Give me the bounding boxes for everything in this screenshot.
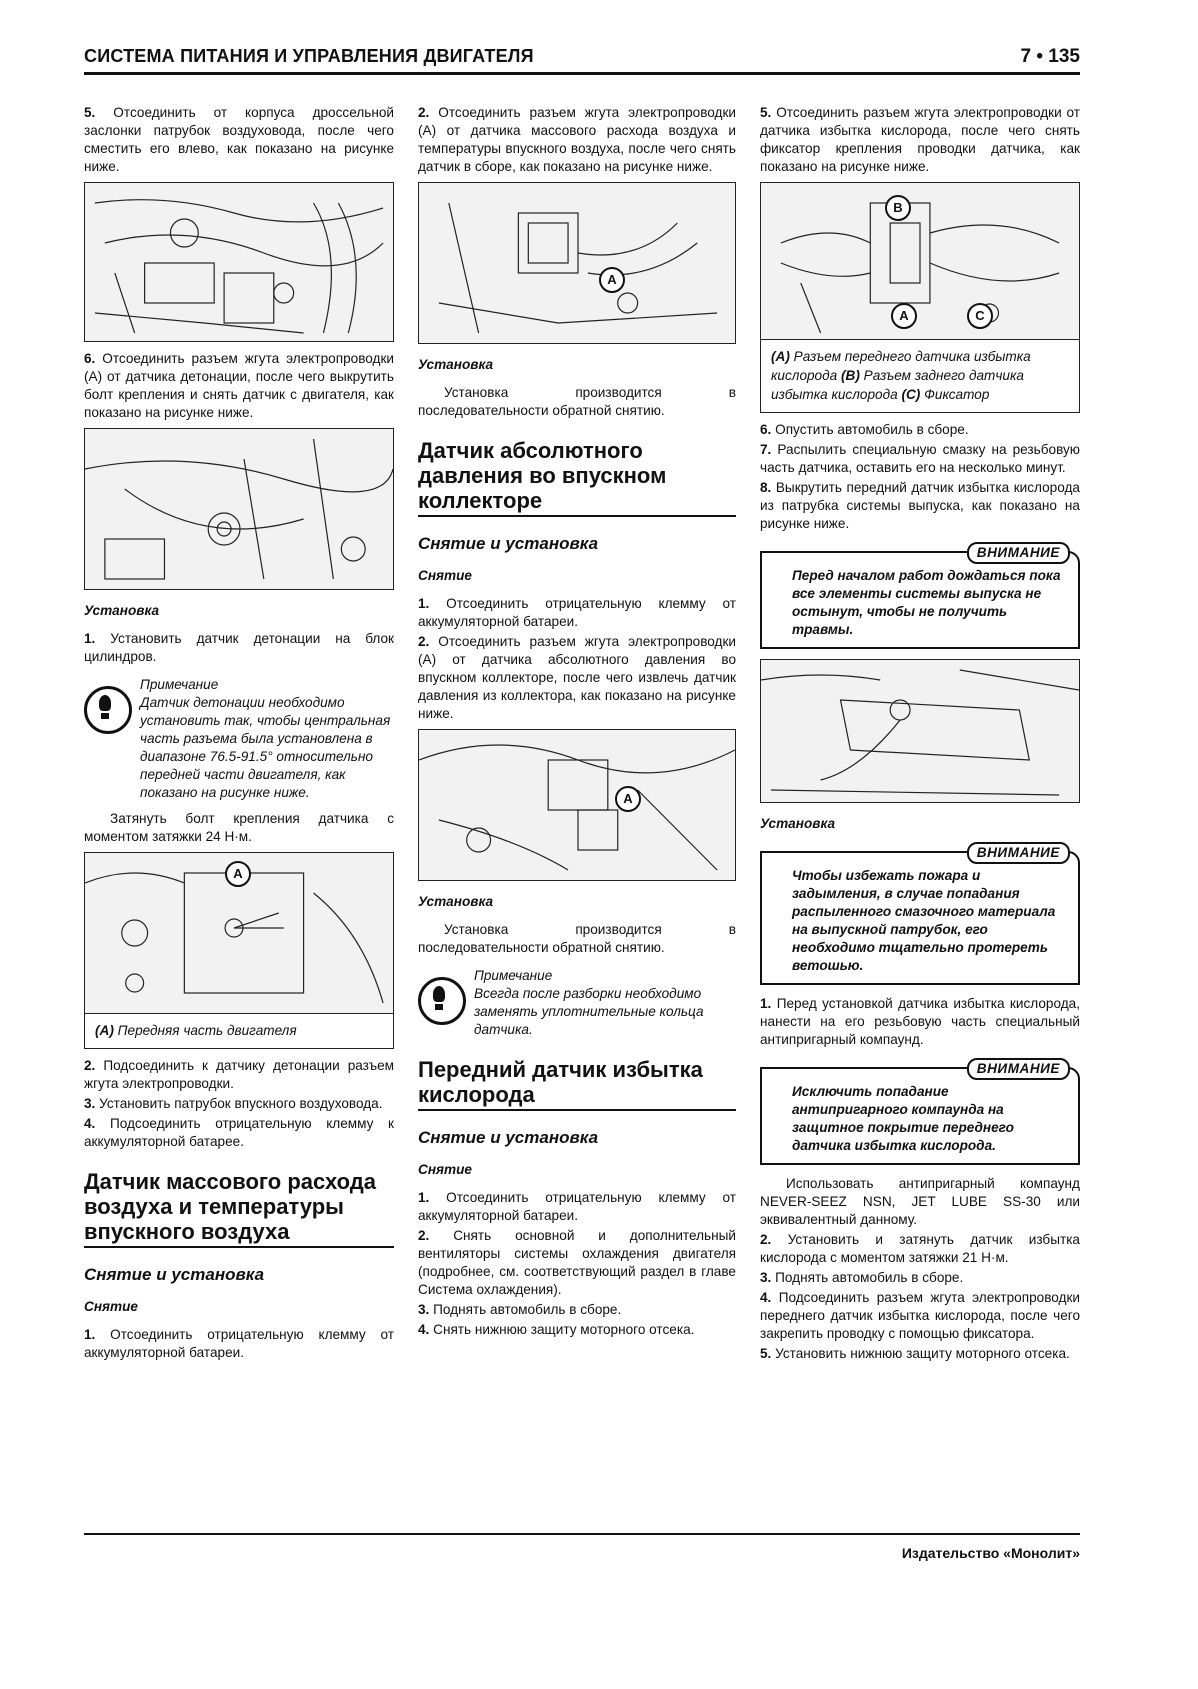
- section-heading-o2: Передний датчик избытка кислорода: [418, 1057, 736, 1111]
- step-paragraph: 3. Установить патрубок впускного воздуховода.: [84, 1096, 383, 1111]
- step-paragraph: 6. Опустить автомобиль в сборе.: [760, 422, 969, 437]
- page-number: 7 • 135: [1020, 46, 1080, 67]
- step-paragraph: 4. Подсоединить отрицательную клемму к аккумуляторной батарее.: [84, 1116, 394, 1149]
- callout-a-label: A: [615, 786, 641, 812]
- install-heading: Установка: [418, 894, 494, 909]
- engine-figure-maf: [418, 182, 736, 344]
- compound-text: Использовать антипригарный компаунд NEVER-SEEZ NSN, JET LUBE SS-30 или эквивалентный данному.: [760, 1176, 1080, 1227]
- step-paragraph: 2. Отсоединить разъем жгута электропроводки (А) от датчика массового расхода воздуха и температуры впускного воздуха, после чего снять датчик в сборе, как показано на рисунке ниже.: [418, 105, 736, 174]
- step-paragraph: 2. Отсоединить разъем жгута электропроводки (А) от датчика абсолютного давления во впускном коллекторе, после чего извлечь датчик давления из коллектора, как показано на рисунке ниже.: [418, 634, 736, 721]
- warning-text: Исключить попадание антипригарного компаунда на защитное покрытие переднего датчика избытка кислорода.: [792, 1084, 1014, 1153]
- publisher-footer: Издательство «Монолит»: [901, 1545, 1080, 1561]
- figure-caption: (А) Разъем переднего датчика избытка кислорода (В) Разъем заднего датчика избытка кислорода (С) Фиксатор: [760, 339, 1080, 413]
- warning-tag: ВНИМАНИЕ: [967, 542, 1070, 564]
- warning-box: [760, 1061, 1080, 1165]
- subsection-heading: Снятие и установка: [418, 534, 599, 553]
- removal-heading: Снятие: [84, 1299, 138, 1314]
- engine-figure-knock-angle: [84, 852, 394, 1014]
- warning-tag: ВНИМАНИЕ: [967, 842, 1070, 864]
- section-title: СИСТЕМА ПИТАНИЯ И УПРАВЛЕНИЯ ДВИГАТЕЛЯ: [84, 46, 534, 66]
- step-paragraph: 4. Подсоединить разъем жгута электропроводки переднего датчик избытка кислорода, после чего закрепить проводку с помощью фиксатора.: [760, 1290, 1080, 1341]
- warning-text: Перед началом работ дождаться пока все элементы системы выпуска не остынут, чтобы не получить травмы.: [792, 568, 1061, 637]
- install-text: Установка производится в последовательности обратной снятию.: [418, 922, 736, 955]
- install-heading: Установка: [418, 357, 494, 372]
- warning-text: Чтобы избежать пожара и задымления, в случае попадания распыленного смазочного материала на выпускной патрубок, его необходимо тщательно протереть ветошью.: [792, 868, 1056, 973]
- step-paragraph: 2. Подсоединить к датчику детонации разъем жгута электропроводки.: [84, 1058, 395, 1091]
- column-middle: [418, 104, 736, 1341]
- step-paragraph: 8. Выкрутить передний датчик избытка кислорода из патрубка системы выпуска, как показано на рисунке ниже.: [760, 480, 1080, 531]
- step-paragraph: 5. Отсоединить разъем жгута электропроводки от датчика избытка кислорода, после чего снять фиксатор крепления проводки датчика, как показано на рисунке ниже.: [760, 105, 1081, 174]
- engine-figure-intake: [84, 182, 394, 342]
- install-heading: Установка: [760, 816, 836, 831]
- engine-figure-o2-exhaust: [760, 659, 1080, 803]
- step-paragraph: 1. Перед установкой датчика избытка кислорода, нанести на его резьбовую часть специальный антипригарный компаунд.: [760, 996, 1080, 1047]
- section-heading-map: Датчик абсолютного давления во впускном коллекторе: [418, 438, 736, 517]
- footer-rule: [84, 1533, 1080, 1535]
- subsection-heading: Снятие и установка: [84, 1265, 265, 1284]
- header-rule: [84, 72, 1080, 75]
- step-paragraph: 1. Установить датчик детонации на блок цилиндров.: [84, 631, 395, 664]
- step-paragraph: 7. Распылить специальную смазку на резьбовую часть датчика, оставить его на несколько минут.: [760, 442, 1080, 475]
- callout-a-label: A: [599, 267, 625, 293]
- note-heading: Примечание: [140, 677, 219, 692]
- install-heading: Установка: [84, 603, 160, 618]
- note-block: [84, 676, 394, 802]
- engine-figure-knock-sensor: [84, 428, 394, 590]
- note-block: [418, 967, 736, 1039]
- note-text: Датчик детонации необходимо установить так, чтобы центральная часть разъема была установлена в диапазоне 76.5-91.5° относительно передней части двигателя, как показано на рисунке ниже.: [140, 695, 391, 800]
- step-paragraph: 5. Установить нижнюю защиту моторного отсека.: [760, 1346, 1070, 1361]
- removal-heading: Снятие: [418, 568, 472, 583]
- column-right: [760, 104, 1080, 1365]
- step-paragraph: 1. Отсоединить отрицательную клемму от аккумуляторной батареи.: [84, 1327, 394, 1360]
- section-heading-maf: Датчик массового расхода воздуха и температуры впускного воздуха: [84, 1169, 394, 1248]
- callout-b-label: B: [885, 195, 911, 221]
- callout-a-label: A: [225, 861, 251, 887]
- warning-box: [760, 845, 1080, 985]
- note-heading: Примечание: [474, 968, 553, 983]
- callout-a-label: A: [891, 303, 917, 329]
- step-paragraph: 5. Отсоединить от корпуса дроссельной заслонки патрубок воздуховода, после чего сместить его влево, как показано на рисунке ниже.: [84, 105, 394, 174]
- callout-c-label: C: [967, 303, 993, 329]
- step-paragraph: 1. Отсоединить отрицательную клемму от аккумуляторной батареи.: [418, 596, 736, 629]
- column-left: [84, 104, 394, 1364]
- step-paragraph: 2. Снять основной и дополнительный вентиляторы системы охлаждения двигателя (подробнее, см. соответствующий раздел в главе Система охлаждения).: [418, 1228, 736, 1297]
- step-paragraph: 6. Отсоединить разъем жгута электропроводки (А) от датчика детонации, после чего выкрутить болт крепления и снять датчик с двигателя, как показано на рисунке ниже.: [84, 351, 394, 420]
- engine-figure-o2-connectors: [760, 182, 1080, 340]
- warning-tag: ВНИМАНИЕ: [967, 1058, 1070, 1080]
- install-text: Установка производится в последовательности обратной снятию.: [418, 385, 736, 418]
- torque-text: Затянуть болт крепления датчика с моментом затяжки 24 Н·м.: [84, 811, 394, 844]
- figure-caption: (А) Передняя часть двигателя: [84, 1013, 394, 1049]
- lightbulb-icon: [418, 977, 466, 1025]
- step-paragraph: 1. Отсоединить отрицательную клемму от аккумуляторной батареи.: [418, 1190, 736, 1223]
- step-paragraph: 3. Поднять автомобиль в сборе.: [418, 1302, 622, 1317]
- subsection-heading: Снятие и установка: [418, 1128, 599, 1147]
- lightbulb-icon: [84, 686, 132, 734]
- note-text: Всегда после разборки необходимо заменять уплотнительные кольца датчика.: [474, 986, 704, 1037]
- step-paragraph: 2. Установить и затянуть датчик избытка кислорода с моментом затяжки 21 Н·м.: [760, 1232, 1080, 1265]
- warning-box: [760, 545, 1080, 649]
- removal-heading: Снятие: [418, 1162, 472, 1177]
- step-paragraph: 3. Поднять автомобиль в сборе.: [760, 1270, 964, 1285]
- engine-figure-map-sensor: [418, 729, 736, 881]
- step-paragraph: 4. Снять нижнюю защиту моторного отсека.: [418, 1322, 695, 1337]
